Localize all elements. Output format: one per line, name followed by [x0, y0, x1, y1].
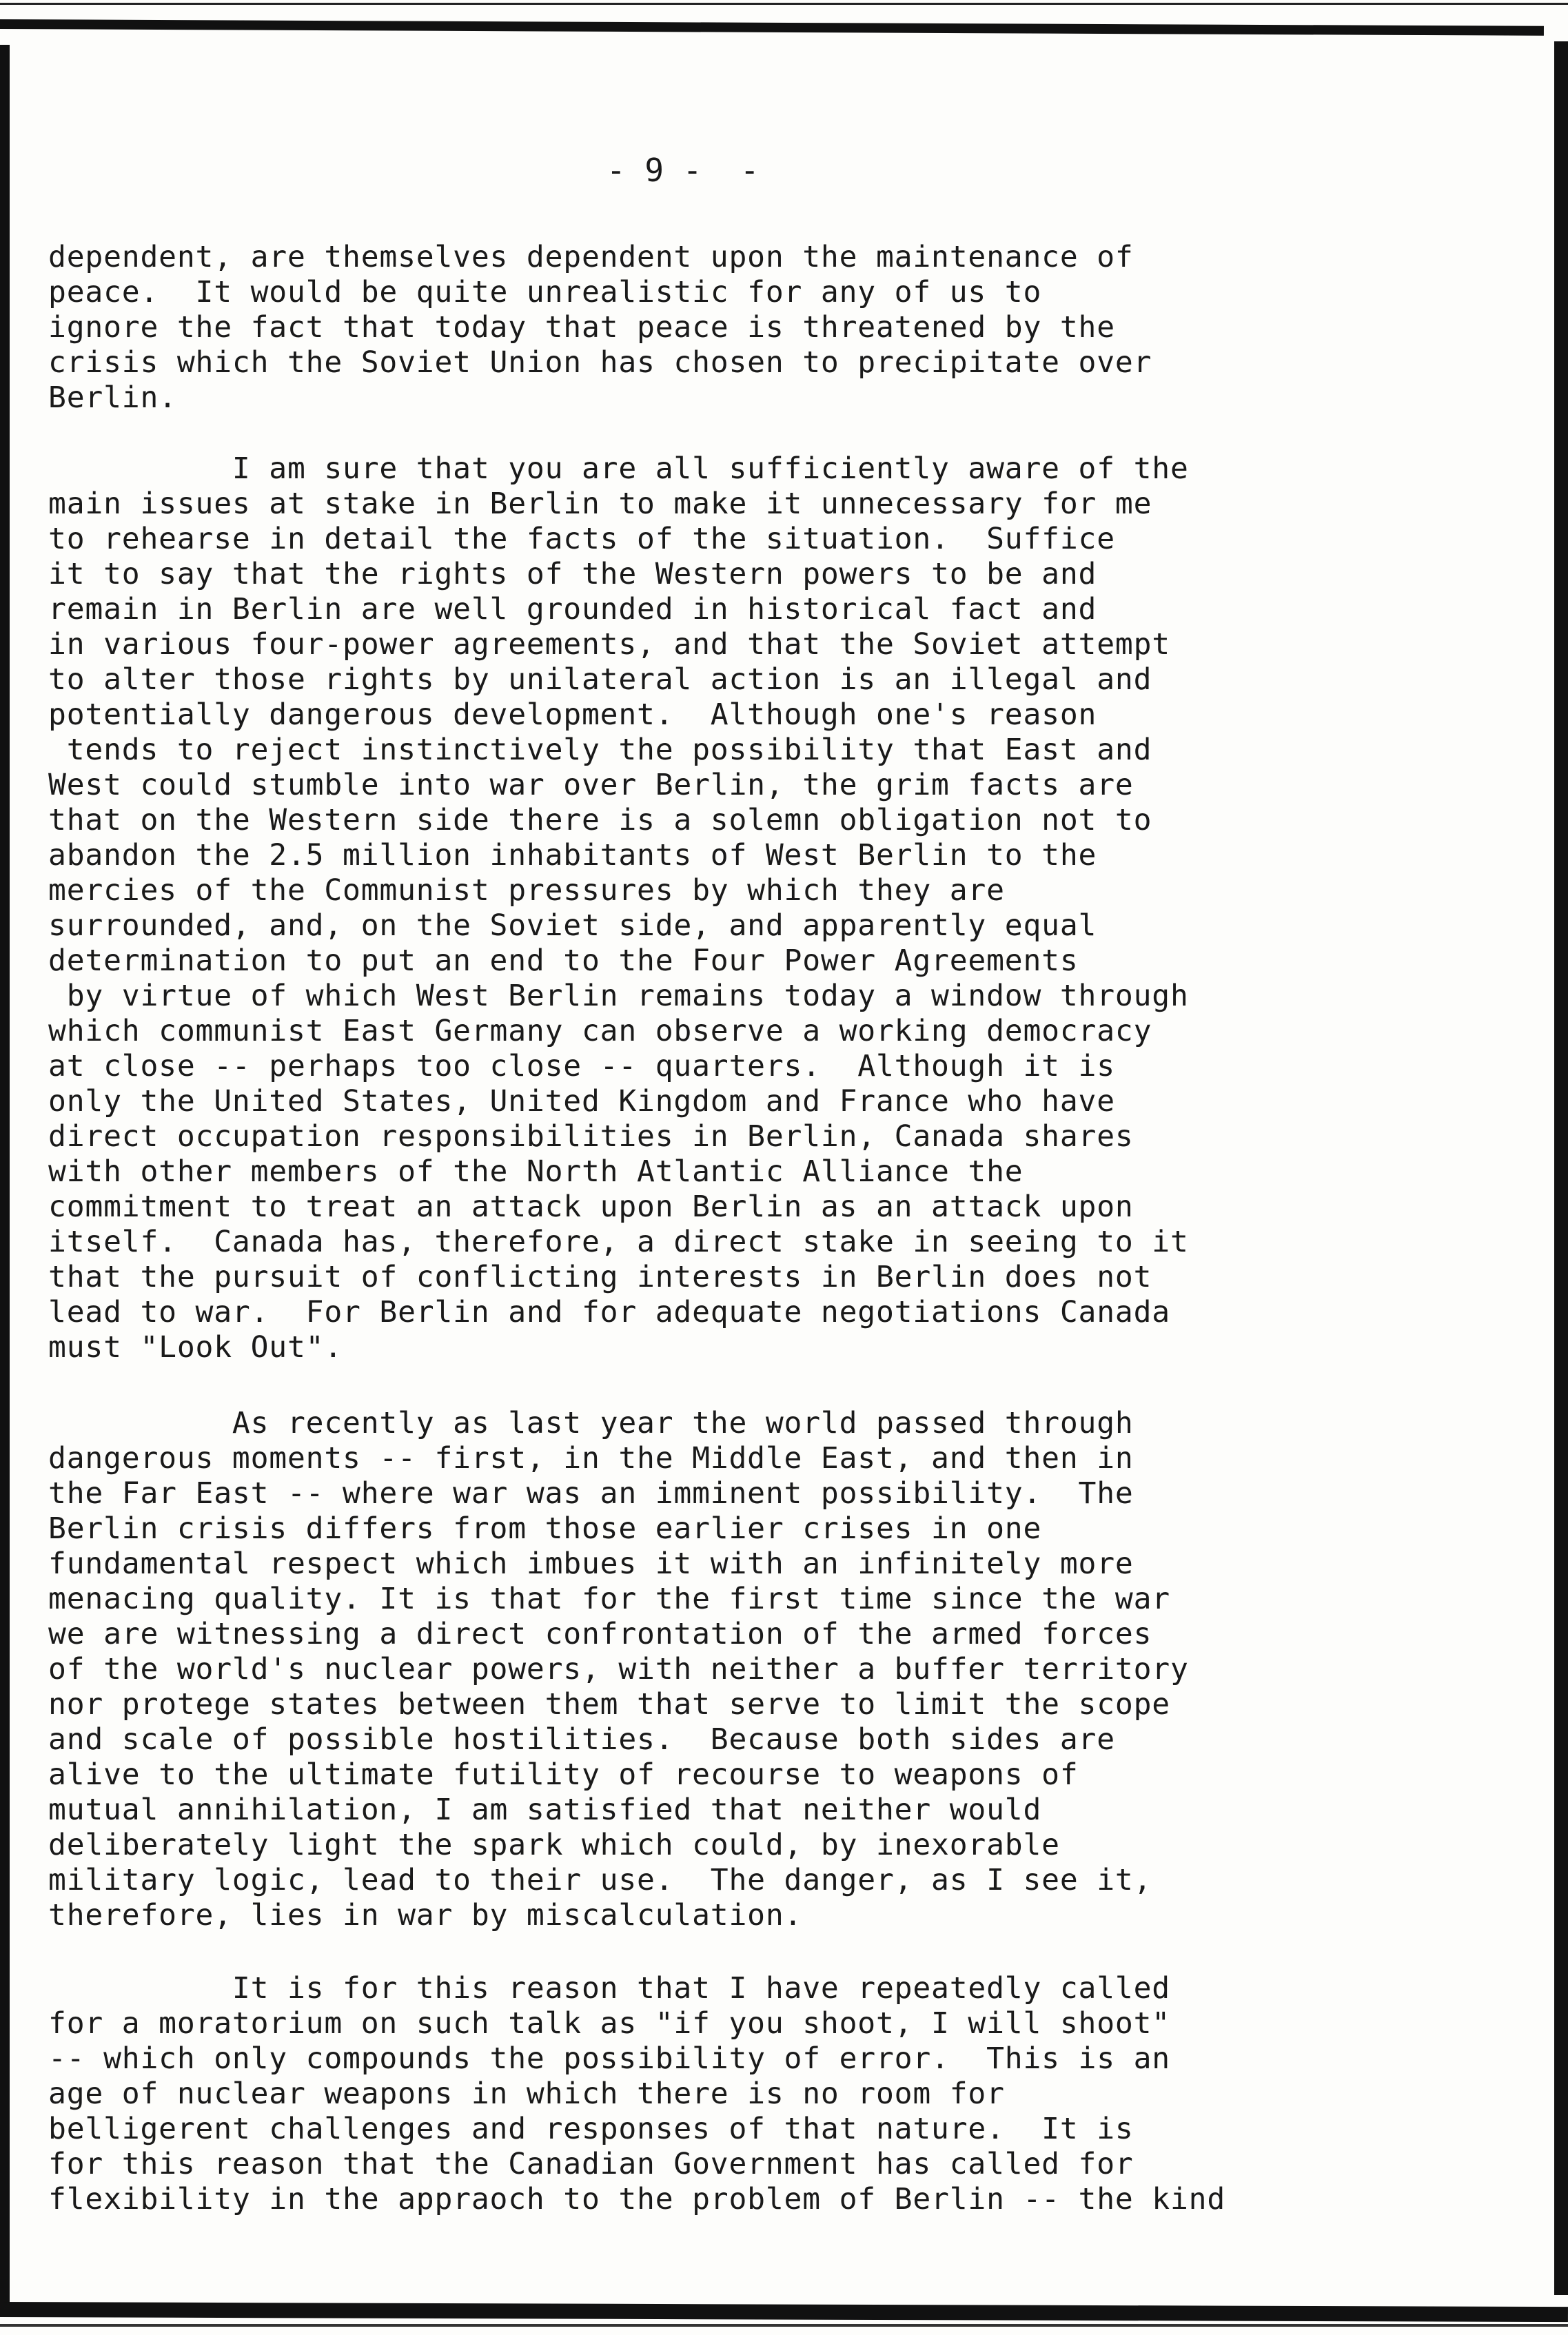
text-line: I am sure that you are all sufficiently aware of the — [48, 451, 1189, 486]
scan-edge-top — [0, 19, 1544, 36]
text-line: menacing quality. It is that for the first time since the war — [48, 1582, 1170, 1616]
scan-edge-right — [1554, 41, 1568, 2295]
text-line: nor protege states between them that serve to limit the scope — [48, 1687, 1170, 1722]
scan-edge-bottom-thin — [0, 2324, 1568, 2327]
text-line: potentially dangerous development. Although one's reason — [48, 697, 1097, 732]
text-line: to alter those rights by unilateral action is an illegal and — [48, 662, 1152, 697]
text-line: with other members of the North Atlantic Alliance the — [48, 1154, 1024, 1189]
text-line: for this reason that the Canadian Government has called for — [48, 2147, 1134, 2181]
page-number: - 9 - - — [607, 152, 760, 189]
text-line: age of nuclear weapons in which there is no room for — [48, 2077, 1005, 2111]
text-line: of the world's nuclear powers, with neither a buffer territory — [48, 1652, 1189, 1686]
text-line: flexibility in the appraoch to the problem of Berlin -- the kind — [48, 2182, 1226, 2216]
text-line: itself. Canada has, therefore, a direct stake in seeing to it — [48, 1225, 1189, 1259]
text-line: at close -- perhaps too close -- quarters. Although it is — [48, 1049, 1115, 1083]
text-line: Berlin crisis differs from those earlier crises in one — [48, 1511, 1042, 1546]
text-line: alive to the ultimate futility of recourse to weapons of — [48, 1757, 1079, 1792]
text-line: lead to war. For Berlin and for adequate negotiations Canada — [48, 1295, 1170, 1329]
text-line: West could stumble into war over Berlin, the grim facts are — [48, 768, 1134, 802]
text-line: that the pursuit of conflicting interests in Berlin does not — [48, 1260, 1152, 1294]
text-line: determination to put an end to the Four Power Agreements — [48, 944, 1079, 978]
paragraph-moratorium — [48, 1971, 1482, 2217]
text-line: dependent, are themselves dependent upon the maintenance of — [48, 240, 1134, 274]
text-line: and scale of possible hostilities. Because both sides are — [48, 1722, 1115, 1757]
scan-edge-top-thin — [0, 3, 1568, 5]
text-line: peace. It would be quite unrealistic for any of us to — [48, 275, 1042, 309]
scan-edge-bottom — [0, 2302, 1568, 2322]
text-line: the Far East -- where war was an imminent possibility. The — [48, 1476, 1134, 1511]
paragraph-continuation — [48, 240, 1482, 416]
text-line: ignore the fact that today that peace is threatened by the — [48, 310, 1115, 345]
text-line: to rehearse in detail the facts of the situation. Suffice — [48, 522, 1115, 556]
text-line: for a moratorium on such talk as "if you shoot, I will shoot" — [48, 2006, 1170, 2041]
text-line: abandon the 2.5 million inhabitants of West Berlin to the — [48, 838, 1097, 873]
text-line: which communist East Germany can observe a working democracy — [48, 1014, 1152, 1048]
text-line: must "Look Out". — [48, 1330, 343, 1365]
text-line: crisis which the Soviet Union has chosen to precipitate over — [48, 345, 1152, 380]
paragraph-berlin-issues — [48, 451, 1482, 1365]
text-line: tends to reject instinctively the possibility that East and — [48, 733, 1152, 767]
text-line: mutual annihilation, I am satisfied that neither would — [48, 1793, 1042, 1827]
text-line: main issues at stake in Berlin to make it unnecessary for me — [48, 487, 1152, 521]
text-line: we are witnessing a direct confrontation of the armed forces — [48, 1617, 1152, 1651]
text-line: that on the Western side there is a solemn obligation not to — [48, 803, 1152, 837]
text-line: dangerous moments -- first, in the Middle East, and then in — [48, 1441, 1134, 1476]
text-line: in various four-power agreements, and that the Soviet attempt — [48, 627, 1170, 662]
text-line: fundamental respect which imbues it with an infinitely more — [48, 1547, 1134, 1581]
text-line: remain in Berlin are well grounded in historical fact and — [48, 592, 1097, 626]
text-line: surrounded, and, on the Soviet side, and apparently equal — [48, 908, 1097, 943]
text-line: belligerent challenges and responses of that nature. It is — [48, 2112, 1134, 2146]
text-line: only the United States, United Kingdom and France who have — [48, 1084, 1115, 1119]
text-line: direct occupation responsibilities in Berlin, Canada shares — [48, 1119, 1134, 1154]
text-line: It is for this reason that I have repeatedly called — [48, 1971, 1170, 2006]
text-line: commitment to treat an attack upon Berlin as an attack upon — [48, 1190, 1134, 1224]
text-line: deliberately light the spark which could, by inexorable — [48, 1828, 1060, 1862]
paragraph-recent-crises — [48, 1406, 1482, 1933]
text-line: -- which only compounds the possibility of error. This is an — [48, 2041, 1170, 2076]
text-line: therefore, lies in war by miscalculation. — [48, 1898, 803, 1933]
text-line: military logic, lead to their use. The danger, as I see it, — [48, 1863, 1152, 1897]
scan-edge-left — [0, 45, 10, 2312]
text-line: by virtue of which West Berlin remains today a window through — [48, 979, 1189, 1013]
text-line: Berlin. — [48, 380, 177, 415]
text-line: mercies of the Communist pressures by which they are — [48, 873, 1005, 908]
text-line: As recently as last year the world passed through — [48, 1406, 1134, 1440]
text-line: it to say that the rights of the Western powers to be and — [48, 557, 1097, 591]
